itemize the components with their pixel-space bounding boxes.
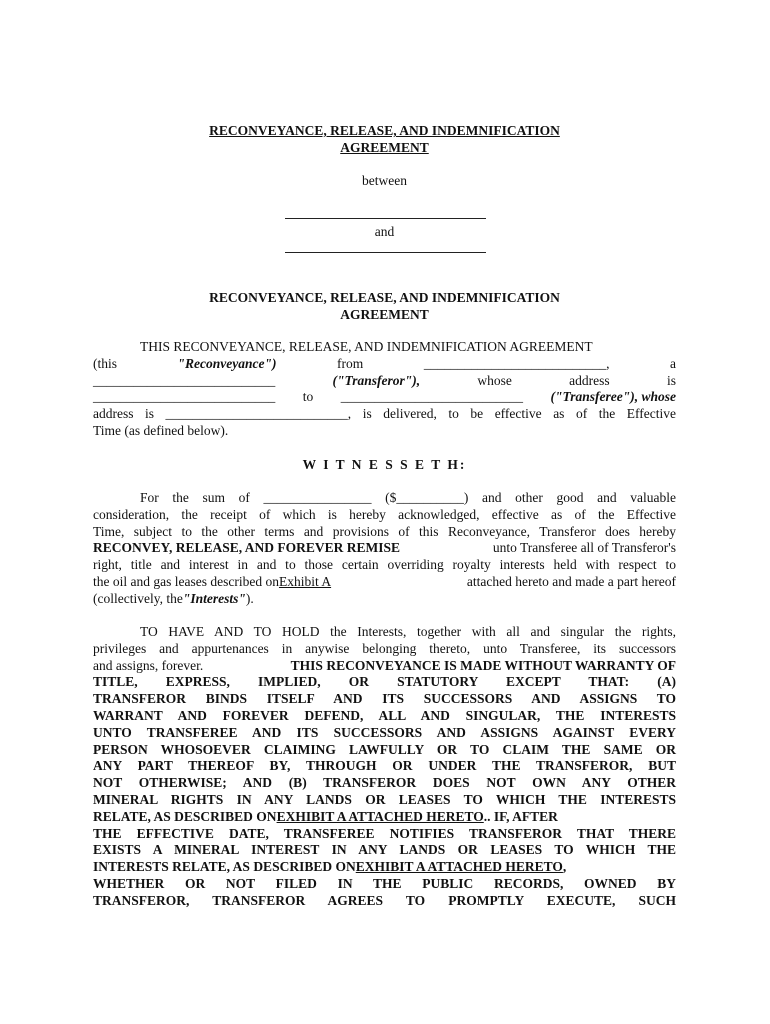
para-line [93,540,676,557]
para-line: ANY PART THEREOF BY, THROUGH OR UNDER THE TRANSFEROR, BUT [93,758,676,774]
blank-field: ___________________________ [93,389,276,405]
exhibit-a-reference: EXHIBIT A ATTACHED HERETO [355,859,563,875]
consideration-paragraph [93,490,676,608]
intro-paragraph [93,339,676,440]
party-2-blank [285,252,486,253]
para-line [93,574,676,591]
text-fragment: a [669,355,676,371]
text-fragment: RELATE, AS DESCRIBED ON [93,808,277,824]
reconveyance-term: "Reconveyance") [177,355,277,371]
blank-field: ___________________________ [93,372,276,388]
para-line: UNTO TRANSFEREE AND ITS SUCCESSORS AND ASSIGNS AGAINST EVERY [93,724,676,740]
para-line [93,591,676,608]
para-line: EXISTS A MINERAL INTEREST IN ANY LANDS OR LEASES TO WHICH THE [93,842,676,858]
para-line: privileges and appurtenances in anywise belonging thereto, unto Transferee, its successors [93,640,676,656]
para-line: consideration, the receipt of which is hereby acknowledged, effective as of the Effective [93,506,676,522]
para-line: THE EFFECTIVE DATE, TRANSFEREE NOTIFIES TRANSFEROR THAT THERE [93,825,676,841]
text-fragment: .. IF, AFTER [483,808,558,824]
intro-line [93,356,676,373]
title-line-1: RECONVEYANCE, RELEASE, AND INDEMNIFICATION [209,123,560,138]
exhibit-a-reference: EXHIBIT A ATTACHED HERETO [276,808,484,824]
para-line: TRANSFEROR, TRANSFEROR AGREES TO PROMPTLY EXECUTE, SUCH [93,892,676,908]
para-line: WHETHER OR NOT FILED IN THE PUBLIC RECORDS, OWNED BY [93,875,676,891]
exhibit-a-reference: Exhibit A [278,573,332,589]
para-line: TRANSFEROR BINDS ITSELF AND ITS SUCCESSORS AND ASSIGNS TO [93,691,676,707]
para-line: MINERAL RIGHTS IN ANY LANDS OR LEASES TO WHICH THE INTERESTS [93,791,676,807]
para-line: NOT OTHERWISE; AND (B) TRANSFEROR DOES NOT OWN ANY OTHER [93,775,676,791]
text-fragment: , [562,859,567,875]
text-fragment: INTERESTS RELATE, AS DESCRIBED ON [93,859,356,875]
para-line: TITLE, EXPRESS, IMPLIED, OR STATUTORY EXCEPT THAT: (A) [93,674,676,690]
para-line [93,809,676,826]
text-fragment: the oil and gas leases described on [93,573,279,589]
para-line: WARRANT AND FOREVER DEFEND, ALL AND SINGULAR, THE INTERESTS [93,707,676,723]
party-1-blank [285,218,486,219]
text-fragment: (collectively, the [93,590,183,606]
between-label: between [362,173,407,188]
blank-field: ___________________________ [340,389,524,405]
text-fragment: ). [245,590,254,606]
blank-field: ___________________________, [423,355,610,371]
para-line: PERSON WHOSOEVER CLAIMING LAWFULLY OR TO CLAIM THE SAME OR [93,741,676,757]
intro-line [93,389,676,406]
text-fragment: to [302,389,314,405]
and-label: and [374,224,395,239]
intro-line: address is ___________________________, is delivered, to be effective as of the Effective [93,406,676,422]
intro-line [93,373,676,390]
habendum-paragraph [93,624,676,910]
bold-text: RECONVEY, RELEASE, AND FOREVER REMISE [93,540,401,556]
heading-line-1: RECONVEYANCE, RELEASE, AND INDEMNIFICATION [209,290,560,305]
text-fragment: and assigns, forever. [93,657,204,673]
transferee-term: ("Transferee"), whose [550,389,676,405]
title-line-2: AGREEMENT [340,140,429,155]
text-fragment: is [666,372,676,388]
para-line [93,658,676,675]
interests-term: "Interests" [182,590,246,606]
agreement-heading [93,289,676,323]
text-fragment: address [569,372,610,388]
para-line: For the sum of ________________ ($__________) and other good and valuable [140,490,676,505]
text-fragment: (this [93,355,118,371]
witnesseth-heading: W I T N E S S E T H: [302,457,467,472]
bold-text: THIS RECONVEYANCE IS MADE WITHOUT WARRANTY OF [290,657,676,673]
para-line: right, title and interest in and to those certain overriding royalty interests held with respect to [93,557,676,573]
transferor-term: ("Transferor"), [332,372,421,388]
para-line: TO HAVE AND TO HOLD the Interests, together with all and singular the rights, [140,624,676,639]
intro-line: Time (as defined below). [93,422,229,438]
heading-line-2: AGREEMENT [340,307,429,322]
text-fragment: unto Transferee all of Transferor's [492,540,676,556]
para-line: Time, subject to the other terms and provisions of this Reconveyance, Transferor does hereby [93,523,676,539]
document-title [93,122,676,156]
text-fragment: attached hereto and made a part hereof [466,573,676,589]
intro-line: THIS RECONVEYANCE, RELEASE, AND INDEMNIFICATION AGREEMENT [140,339,593,354]
para-line [93,859,676,876]
text-fragment: from [337,355,364,371]
text-fragment: whose [477,372,512,388]
